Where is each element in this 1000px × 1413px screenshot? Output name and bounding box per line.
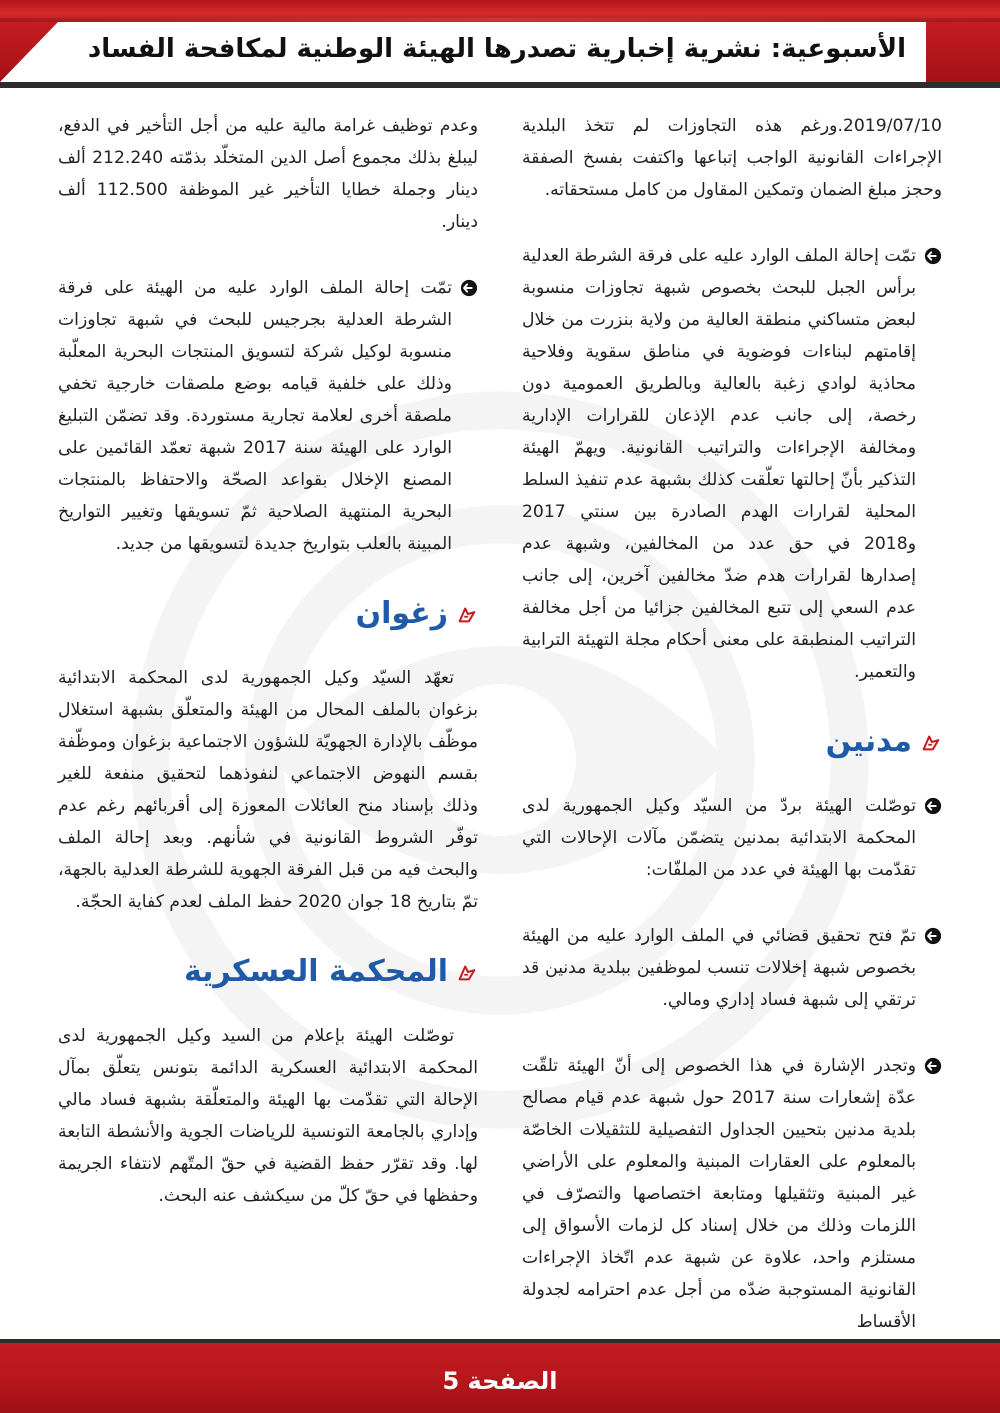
arrow-circle-bullet-icon	[924, 1057, 942, 1075]
header-red-corner	[926, 22, 1000, 82]
bullet-text: تمّ فتح تحقيق قضائي في الملف الوارد عليه من الهيئة بخصوص شبهة إخلالات تنسب لموظفين ببلدية مدنين قد ترتقي إلى شبهة فساد إداري ومالي.	[522, 926, 916, 1010]
section-heading-zaghouan	[58, 594, 478, 634]
paragraph: 2019/07/10.ورغم هذه التجاوزات لم تتخذ البلدية الإجراءات القانونية الواجب إتباعها واكتفت بفسخ الصفقة وحجز مبلغ الضمان وتمكين المقاول من كامل مستحقاته.	[522, 116, 942, 200]
paragraph: وعدم توظيف غرامة مالية عليه من أجل التأخير في الدفع، ليبلغ بذلك مجموع أصل الدين المتخلّد بذمّته 212.240 ألف دينار وجملة خطايا التأخير غير الموظفة 112.500 ألف دينار.	[58, 116, 478, 232]
arrow-circle-bullet-icon	[460, 279, 478, 297]
bullet-item	[58, 272, 478, 560]
newsletter-title: الأسبوعية: نشرية إخبارية تصدرها الهيئة الوطنية لمكافحة الفساد	[87, 34, 906, 64]
bullet-item	[522, 920, 942, 1016]
header-top-band	[0, 0, 1000, 22]
paragraph: توصّلت الهيئة بإعلام من السيد وكيل الجمهورية لدى المحكمة الابتدائية العسكرية الدائمة بتونس يتعلّق بمآل الإحالة التي تقدّمت بها الهيئة والمتعلّقة بشبهة فساد مالي وإداري بالجامعة التونسية للرياضات الجوية والأنشطة التابعة لها. وقد تقرّر حفظ القضية في حقّ المتّهم لانتفاء الجريمة وحفظها في حقّ كلّ من سيكشف عنه البحث.	[58, 1026, 478, 1206]
section-title-text: مدنين	[825, 724, 912, 759]
section-title-text: زغوان	[355, 596, 448, 631]
bullet-item	[522, 1050, 942, 1338]
arrow-circle-bullet-icon	[924, 247, 942, 265]
section-title-text: المحكمة العسكرية	[183, 954, 448, 989]
pen-nib-section-icon	[920, 731, 942, 753]
paragraph: تعهّد السيّد وكيل الجمهورية لدى المحكمة الابتدائية بزغوان بالملف المحال من الهيئة والمتعلّق بشبهة استغلال موظّف بالإدارة الجهويّة للشؤون الاجتماعية بزغوان وموظّفة بقسم النهوض الاجتماعي لنفوذهما لتحقيق منفعة للغير وذلك بإسناد منح العائلات المعوزة إلى أقربائهم رغم عدم توفّر الشروط القانونية في شأنهم. وبعد إحالة الملف والبحث فيه من قبل الفرقة الجهوية للشرطة العدلية بالجهة، تمّ بتاريخ 18 جوان 2020 حفظ الملف لعدم كفاية الحجّة.	[58, 668, 478, 912]
arrow-circle-bullet-icon	[924, 797, 942, 815]
pen-nib-section-icon	[456, 603, 478, 625]
bullet-text: تمّت إحالة الملف الوارد عليه على فرقة الشرطة العدلية برأس الجبل للبحث بخصوص شبهة تجاوزات منسوبة لبعض متساكني منطقة العالية من ولاية بنزرت من خلال إقامتهم لبناءات فوضوية في مناطق سقوية وفلاحية محاذية لوادي زغبة بالعالية وبالطريق العمومية دون رخصة، إلى جانب عدم الإذعان للقرارات الإدارية ومخالفة الإجراءات والتراتيب القانونية. ويهمّ الهيئة التذكير بأنّ إحالتها تعلّقت كذلك بشبهة عدم تنفيذ السلط المحلية لقرارات الهدم الصادرة بين سنتي 2017 و2018 في حق عدد من المخالفين، وشبهة عدم إصدارها لقرارات هدم ضدّ مخالفين آخرين، إلى جانب عدم السعي إلى تتبع المخالفين جزائيا من أجل مخالفة التراتيب المنطبقة على معنى أحكام مجلة التهيئة الترابية والتعمير.	[522, 246, 916, 682]
pen-nib-section-icon	[456, 961, 478, 983]
right-column	[522, 110, 942, 1372]
header-divider	[0, 82, 1000, 88]
bullet-text: تمّت إحالة الملف الوارد عليه من الهيئة على فرقة الشرطة العدلية بجرجيس للبحث في شبهة تجاوزات منسوبة لوكيل شركة لتسويق المنتجات البحرية المعلّبة وذلك على خلفية قيامه بوضع ملصقات خارجية تخفي ملصقة أخرى لعلامة تجارية مستوردة. وقد تضمّن التبليغ الوارد على الهيئة سنة 2017 شبهة تعمّد القائمين على المصنع الإخلال بقواعد الصحّة والاحتفاظ بالمنتجات البحرية المنتهية الصلاحية ثمّ تسويقها وتغيير التواريخ المبينة بالعلب بتواريخ جديدة لتسويقها من جديد.	[58, 278, 452, 554]
left-column	[58, 110, 478, 1246]
page-number: الصفحة 5	[442, 1367, 558, 1395]
arrow-circle-bullet-icon	[924, 927, 942, 945]
section-heading-medenine	[522, 722, 942, 762]
bullet-item	[522, 790, 942, 886]
bullet-item	[522, 240, 942, 688]
bullet-text: وتجدر الإشارة في هذا الخصوص إلى أنّ الهيئة تلقّت عدّة إشعارات سنة 2017 حول شبهة عدم قيام مصالح بلدية مدنين بتحيين الجداول التفصيلية للتثقيلات الخاصّة بالمعلوم على العقارات المبنية والمعلوم على الأراضي غير المبنية وتثقيلها ومتابعة اختصاصها والتصرّف في اللزمات وذلك من خلال إسناد كل لزمات الأسواق إلى مستلزم واحد، علاوة عن شبهة عدم اتّخاذ الإجراءات القانونية المستوجبة ضدّه من أجل عدم احترامه لجدولة الأقساط	[522, 1056, 917, 1332]
section-heading-military-court	[58, 952, 478, 992]
bullet-text: توصّلت الهيئة بردّ من السيّد وكيل الجمهورية لدى المحكمة الابتدائية بمدنين يتضمّن مآلات الإحالات التي تقدّمت بها الهيئة في عدد من الملفّات:	[522, 796, 916, 880]
